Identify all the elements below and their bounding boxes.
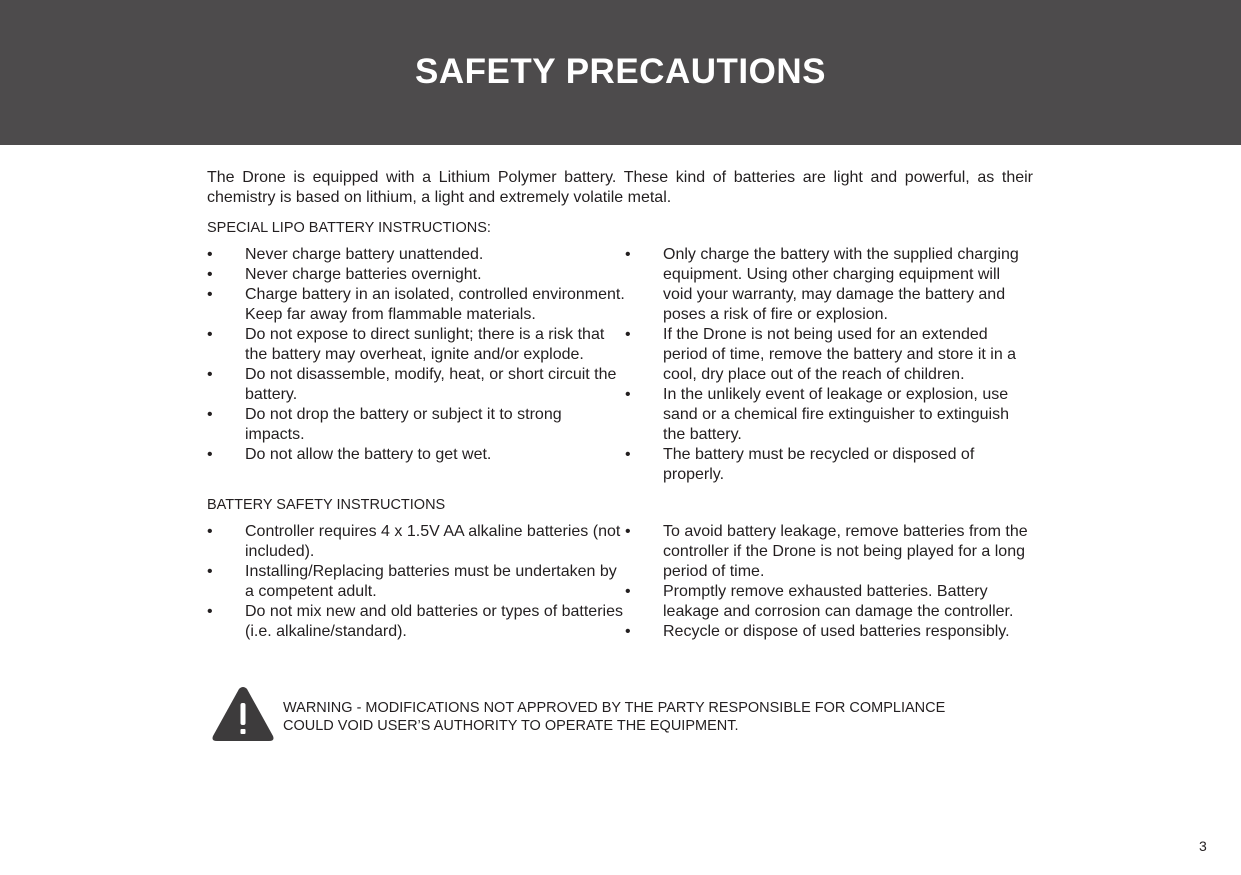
lipo-left-list <box>207 245 625 485</box>
warning-text <box>283 699 1023 735</box>
page-number: 3 <box>1199 838 1207 854</box>
lipo-section-title: SPECIAL LIPO BATTERY INSTRUCTIONS: <box>207 220 491 236</box>
page-title: SAFETY PRECAUTIONS <box>415 51 826 91</box>
list-item: • Promptly remove exhausted batteries. Battery leakage and corrosion can damage the controller. <box>625 582 1033 622</box>
list-item: • Do not expose to direct sunlight; there is a risk that the battery may overheat, ignite and/or explode. <box>207 325 625 365</box>
warning-line-2: COULD VOID USER’S AUTHORITY TO OPERATE THE EQUIPMENT. <box>283 718 739 734</box>
list-item: • Do not allow the battery to get wet. <box>207 445 625 465</box>
list-item: • Never charge batteries overnight. <box>207 265 625 285</box>
battery-section-title: BATTERY SAFETY INSTRUCTIONS <box>207 497 446 513</box>
list-item: • Never charge battery unattended. <box>207 245 625 265</box>
list-item: • Recycle or dispose of used batteries responsibly. <box>625 622 1033 642</box>
battery-right-list <box>625 522 1033 642</box>
list-item: • The battery must be recycled or disposed of properly. <box>625 445 1033 485</box>
list-item: • Installing/Replacing batteries must be undertaken by a competent adult. <box>207 562 625 602</box>
lipo-right-list <box>625 245 1033 485</box>
intro-paragraph: The Drone is equipped with a Lithium Polymer battery. These kind of batteries are light and powerful, as their chemistry is based on lithium, a light and extremely volatile metal. <box>207 169 1033 206</box>
list-item: • Do not drop the battery or subject it to strong impacts. <box>207 405 625 445</box>
warning-line-1: WARNING - MODIFICATIONS NOT APPROVED BY THE PARTY RESPONSIBLE FOR COMPLIANCE <box>283 700 946 716</box>
list-item: • Controller requires 4 x 1.5V AA alkaline batteries (not included). <box>207 522 625 562</box>
main-content <box>207 168 1033 642</box>
list-item: • To avoid battery leakage, remove batteries from the controller if the Drone is not being played for a long period of time. <box>625 522 1033 582</box>
list-item: • Charge battery in an isolated, controlled environment. Keep far away from flammable materials. <box>207 285 625 325</box>
page-header <box>0 0 1241 145</box>
list-item: • Do not disassemble, modify, heat, or short circuit the battery. <box>207 365 625 405</box>
lipo-columns <box>207 245 1033 485</box>
list-item: • Do not mix new and old batteries or types of batteries (i.e. alkaline/standard). <box>207 602 625 642</box>
battery-columns <box>207 522 1033 642</box>
list-item: • If the Drone is not being used for an extended period of time, remove the battery and store it in a cool, dry place out of the reach of children. <box>625 325 1033 385</box>
battery-left-list <box>207 522 625 642</box>
list-item: • Only charge the battery with the supplied charging equipment. Using other charging equipment will void your warranty, may damage the battery and poses a risk of fire or explosion. <box>625 245 1033 325</box>
warning-triangle-icon <box>211 686 275 742</box>
warning-block <box>211 686 1011 742</box>
list-item: • In the unlikely event of leakage or explosion, use sand or a chemical fire extinguisher to extinguish the battery. <box>625 385 1033 445</box>
